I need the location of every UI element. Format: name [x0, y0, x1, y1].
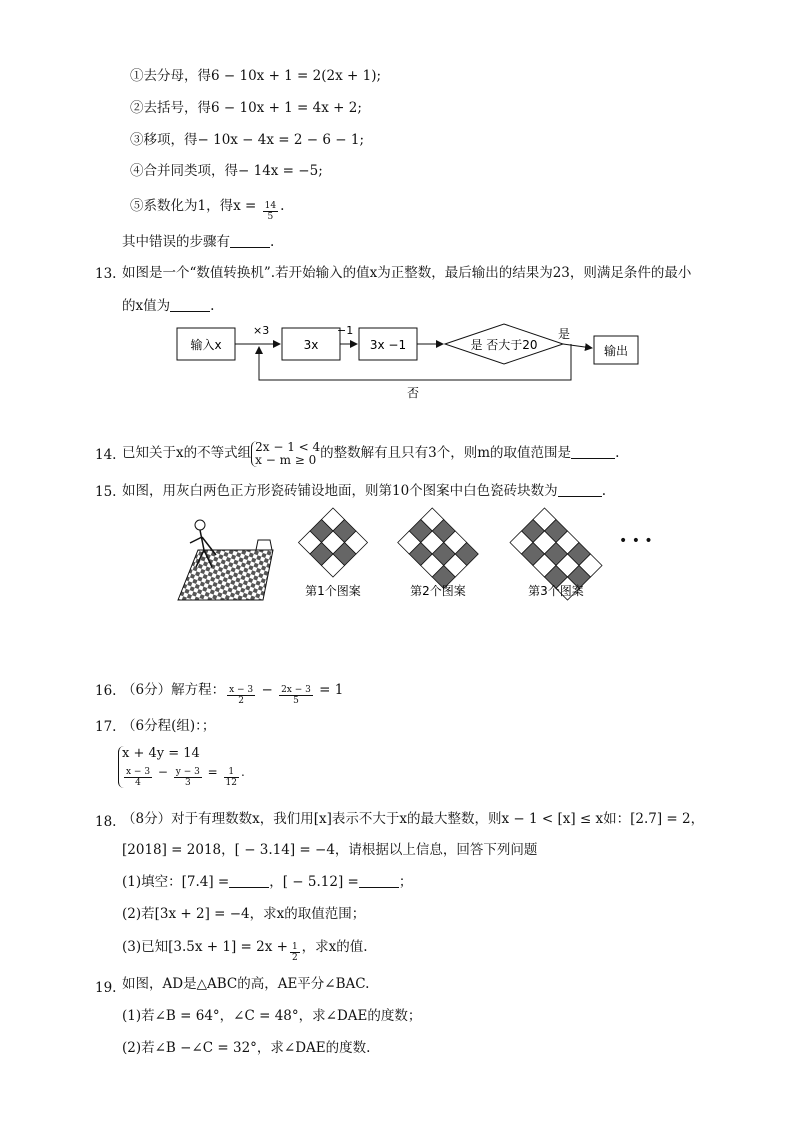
answer-blank[interactable]	[229, 873, 269, 888]
step-math: − 10x − 4x = 2 − 6 − 1;	[197, 132, 364, 148]
q18-part3: (3)已知[3.5x + 1] = 2x +	[122, 939, 288, 955]
inequality-1: 2x − 1 < 4	[255, 439, 321, 454]
pattern-2	[398, 508, 479, 589]
q16-text: （6分）解方程： $\frac{x - 3}{2}$ − $\frac{2x - 3}{5}$ = 1	[122, 682, 344, 706]
step-2	[130, 99, 362, 117]
fraction-denominator: 2	[291, 953, 298, 963]
answer-blank[interactable]	[170, 297, 210, 312]
step-4	[130, 162, 323, 180]
step-1	[130, 67, 381, 85]
q15-text: 如图，用灰白两色正方形瓷砖铺设地面，则第10个图案中白色瓷砖块数为 .	[122, 483, 606, 499]
q13-text-2: 的x值为 .	[122, 298, 215, 314]
step-5: ⑤系数化为1，得x = $\frac{14}{5}$ .	[130, 198, 285, 222]
equation-1: x + 4y = 14	[122, 746, 200, 761]
step-marker: ⑤	[130, 198, 144, 214]
q18-line-2: [2018] = 2018，[ − 3.14] = −4，请根据以上信息，回答下列问题	[122, 842, 538, 858]
question-number: 14.	[95, 447, 117, 463]
worker-illustration	[178, 520, 273, 600]
step-label: 去分母，得	[143, 68, 211, 84]
fraction-denominator: 12	[225, 778, 237, 788]
tile-figure	[178, 505, 653, 605]
step-error-question: 其中错误的步骤有 .	[122, 234, 275, 250]
question-number: 13.	[95, 266, 117, 282]
step-marker: ④	[130, 163, 144, 179]
question-number: 19.	[95, 980, 117, 996]
q18-fill-label-2: ，[ − 5.12] =	[269, 874, 359, 890]
fraction-numerator: 1	[291, 942, 298, 952]
box-3x-minus-1-label: 3x −1	[369, 338, 407, 352]
caption-3: 第3个图案	[528, 584, 584, 598]
question-number: 16.	[95, 683, 117, 699]
q13-text-cont: 的x值为	[122, 298, 171, 314]
fraction-denominator: 2	[238, 696, 244, 706]
answer-blank[interactable]	[359, 873, 399, 888]
step-label: 去括号，得	[143, 100, 211, 116]
fraction	[227, 685, 255, 706]
q17-text: （6分程(组)：；	[122, 718, 216, 734]
step-math: 6 − 10x + 1 = 4x + 2;	[211, 100, 362, 116]
decision-label: 是 否大于20	[470, 338, 538, 352]
q18-fill-label: (1)填空：[7.4] =	[122, 874, 230, 890]
arrow-yes	[563, 344, 592, 348]
ellipsis: • • •	[619, 533, 653, 549]
times3-label: ×3	[253, 324, 270, 337]
q18-part3-end: ，求x的值.	[301, 939, 368, 955]
fraction	[174, 767, 202, 788]
caption-1: 第1个图案	[305, 584, 361, 598]
step-math: x =	[233, 198, 261, 214]
fraction	[279, 685, 313, 706]
input-label: 输入x	[190, 338, 222, 352]
minus1-label: −1	[337, 324, 354, 337]
step-label: 合并同类项，得	[143, 163, 238, 179]
q13-text: 如图是一个“数值转换机”.若开始输入的值x为正整数，最后输出的结果为23，则满足条件的最小	[122, 265, 692, 281]
fraction-denominator: 3	[184, 778, 191, 788]
yes-label: 是	[558, 327, 571, 341]
flowchart	[175, 318, 645, 398]
fraction-numerator: y − 3	[175, 767, 200, 777]
step-marker: ②	[130, 100, 144, 116]
step-math: − 14x = −5;	[238, 163, 323, 179]
worker-head	[195, 520, 205, 530]
fraction	[224, 767, 239, 788]
step-marker: ①	[130, 68, 144, 84]
bucket	[256, 540, 272, 550]
fraction-numerator: 1	[224, 767, 239, 778]
q18-line-5	[122, 936, 368, 963]
fraction-denominator: 5	[267, 212, 274, 222]
q18-line-1: （8分）对于有理数数x，我们用[x]表示不大于x的最大整数，则x − 1 < [x] ≤ x如：[2.7] = 2，	[122, 811, 705, 827]
q18-line-4: (2)若[3x + 2] = −4，求x的取值范围；	[122, 906, 366, 922]
q16-rhs: = 1	[319, 682, 344, 698]
no-label: 否	[406, 386, 420, 400]
fraction-numerator: 14	[264, 201, 277, 211]
step-3	[130, 131, 364, 149]
question-number: 18.	[95, 814, 117, 830]
answer-blank[interactable]	[558, 482, 602, 497]
fraction-numerator: x − 3	[126, 767, 151, 777]
q15-question: 如图，用灰白两色正方形瓷砖铺设地面，则第10个图案中白色瓷砖块数为	[122, 483, 558, 499]
answer-blank[interactable]	[571, 444, 615, 459]
box-3x-label: 3x	[303, 338, 319, 352]
question-number: 15.	[95, 484, 117, 500]
fraction	[290, 942, 300, 963]
pattern-1	[299, 508, 368, 577]
q14-post: 的整数解有且只有3个，则m的取值范围是	[320, 445, 572, 461]
inequality-system	[251, 441, 320, 467]
equation-system	[118, 746, 245, 788]
fraction	[263, 201, 278, 222]
fraction	[124, 767, 152, 788]
fraction-denominator: 5	[293, 696, 299, 706]
fraction-numerator: 2x − 3	[281, 685, 311, 695]
floor-pattern	[178, 550, 273, 600]
inequality-2: x − m ≥ 0	[255, 452, 317, 467]
step-label: 系数化为1，得	[143, 198, 234, 214]
q14-text: 已知关于x的不等式组 2x − 1 < 4 x − m ≥ 0 的整数解有且只有3个，则m的取值范围是 .	[122, 439, 620, 467]
q18-fill-end: ；	[398, 874, 413, 890]
q19-line-2: (1)若∠B = 64°，∠C = 48°，求∠DAE的度数；	[122, 1008, 422, 1024]
output-label: 输出	[603, 344, 629, 358]
step-math: 6 − 10x + 1 = 2(2x + 1);	[211, 68, 382, 84]
fraction-numerator: x − 3	[229, 685, 254, 695]
q19-line-1: 如图，AD是△ABC的高，AE平分∠BAC.	[122, 976, 370, 992]
caption-2: 第2个图案	[410, 584, 466, 598]
fraction-denominator: 4	[135, 778, 141, 788]
q16-label: （6分）解方程：	[122, 682, 226, 698]
question-number: 17.	[95, 719, 117, 735]
q18-line-3	[122, 873, 412, 891]
step-error-text: 其中错误的步骤有	[122, 234, 230, 250]
answer-blank[interactable]	[230, 233, 270, 248]
equation-2: $\frac{x - 3}{4}$ − $\frac{y - 3}{3}$ = $\frac{1}{12}$ .	[126, 765, 245, 788]
step-marker: ③	[130, 132, 144, 148]
q19-line-3: (2)若∠B −∠C = 32°，求∠DAE的度数.	[122, 1040, 371, 1056]
step-label: 移项，得	[143, 132, 198, 148]
q14-pre: 已知关于x的不等式组	[122, 445, 252, 461]
